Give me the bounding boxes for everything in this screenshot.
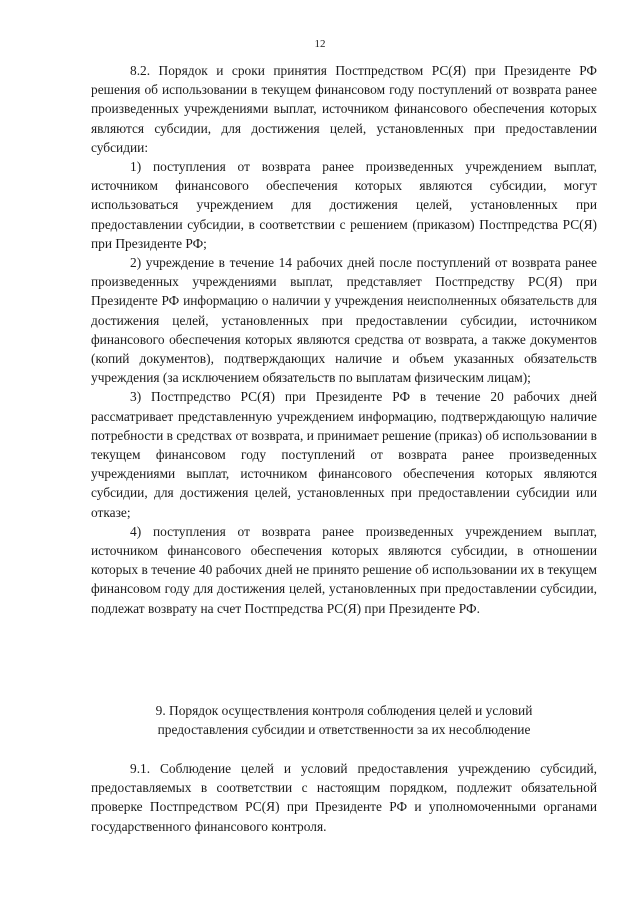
list-item-8-2-3: 3) Постпредство РС(Я) при Президенте РФ в течение 20 рабочих дней рассматривает представленную учреждением информацию, подтверждающую наличие потребности в средствах от возврата, и принимает решение (приказ) об использовании в текущем финансовом году поступлений от возврата ранее произведенных учреждениями выплат, источником финансового обеспечения которых являются субсидии, для достижения целей, установленных при предоставлении субсидии или отказе; xyxy=(91,389,597,520)
section-9-body xyxy=(91,759,597,836)
section-9-heading-line-2: предоставления субсидии и ответственности за их несоблюдение xyxy=(157,722,531,738)
page-number: 12 xyxy=(314,38,326,50)
section-9-heading-line-1: 9. Порядок осуществления контроля соблюдения целей и условий xyxy=(155,703,533,718)
list-item-8-2-2: 2) учреждение в течение 14 рабочих дней после поступлений от возврата ранее произведенных учреждениями выплат, представляет Постпредству РС(Я) при Президенте РФ информацию о наличии у учреждения неисполненных обязательств для достижения целей, установленных при предоставлении субсидии, источником финансового обеспечения которых являются средства от возврата, а также документов (копий документов), подтверждающих наличие и объем указанных обязательств учреждения (за исключением обязательств по выплатам физическим лицам); xyxy=(91,255,597,386)
list-item-8-2-4: 4) поступления от возврата ранее произведенных учреждением выплат, источником финансового обеспечения которых являются субсидии, в отношении которых в течение 40 рабочих дней не принято решение об использовании их в текущем финансовом году для достижения целей, установленных при предоставлении субсидии, подлежат возврату на счет Постпредства РС(Я) при Президенте РФ. xyxy=(91,523,597,616)
section-8-2 xyxy=(91,61,597,618)
list-item-8-2-1: 1) поступления от возврата ранее произведенных учреждением выплат, источником финансового обеспечения которых являются субсидии, могут использоваться учреждением для достижения целей, установленных при предоставлении субсидии, в соответствии с решением (приказом) Постпредства РС(Я) при Президенте РФ; xyxy=(91,159,597,251)
section-9-heading xyxy=(91,701,597,739)
paragraph-9-1: 9.1. Соблюдение целей и условий предоставления учреждению субсидий, предоставляемых в соответствии с настоящим порядком, подлежит обязательной проверке Постпредством РС(Я) при Президенте РФ и уполномоченными органами государственного финансового контроля. xyxy=(91,761,597,834)
paragraph-8-2-intro: 8.2. Порядок и сроки принятия Постпредством РС(Я) при Президенте РФ решения об использовании в текущем финансовом году поступлений от возврата ранее произведенных учреждениями выплат, источником финансового обеспечения которых являются субсидии, для достижения целей, установленных при предоставлении субсидии: xyxy=(91,63,597,155)
